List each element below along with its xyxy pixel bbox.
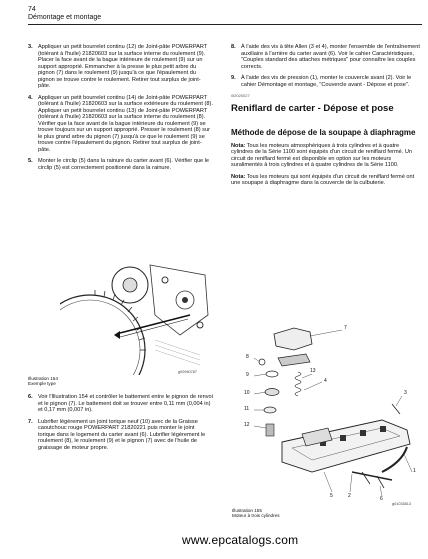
- step-item: [28, 419, 213, 452]
- step-number: 8.: [231, 44, 236, 50]
- callout-label: 9: [246, 372, 249, 378]
- callout-label: 4: [324, 378, 327, 384]
- header-block: [28, 6, 101, 22]
- figure-id-right: g01033813: [392, 502, 412, 506]
- callout-label: 8: [246, 354, 249, 360]
- callout-label: 3: [404, 390, 407, 396]
- step-number: 7.: [28, 418, 33, 425]
- left-column: [28, 44, 213, 176]
- left-column-continued: [28, 394, 213, 456]
- step-item: [231, 44, 421, 70]
- right-column: [231, 44, 421, 192]
- note-block: [231, 143, 421, 169]
- callout-label: 12: [244, 422, 250, 428]
- step-number: 3.: [28, 44, 33, 50]
- note-label: Nota:: [231, 142, 246, 149]
- step-number: 4.: [28, 94, 33, 101]
- section-name: Démontage et montage: [28, 14, 102, 21]
- note-text: Tous les moteurs qui sont équipés d'un circuit de reniflard fermé ont une soupape à diaphragme dans la couvercle de la culbuterie.: [231, 173, 415, 186]
- step-text: Lubrifier légèrement un joint torique neuf (10) avec de la Graisse caoutchouc rouge POWERPART 21820221 puis monter le joint torique dans le logement du carter avant (6). Lubrifier légèrement le roulement (8), le roulement (9) et le pignon (7) avec de l'huile de graissage de moteur propre.: [38, 418, 206, 451]
- step-number: 5.: [28, 158, 33, 164]
- figure-id-left: g00940787: [178, 370, 198, 374]
- header-divider: [28, 24, 422, 25]
- watermark-url: www.epcatalogs.com: [182, 533, 299, 547]
- note-label: Nota:: [231, 173, 246, 180]
- step-text: À l'aide des vis à tête Allen (3 et 4), monter l'ensemble de l'entraînement auxiliaire à l'arrière du carter avant (6). Voir le cahier Caractéristiques, "Couples standard des attaches métriques" pour connaître les couples corrects.: [241, 44, 420, 70]
- callout-label: 10: [244, 390, 250, 396]
- callout-label: 13: [310, 368, 316, 374]
- section-title: Reniflard de carter - Dépose et pose: [231, 102, 394, 114]
- callout-label: 6: [380, 496, 383, 502]
- callout-label: 2: [348, 493, 351, 499]
- callout-label: 7: [344, 325, 347, 331]
- illustration-154-figure: [60, 255, 210, 375]
- gear-assembly-drawing: [60, 255, 210, 375]
- note-block: [231, 174, 421, 187]
- step-item: [231, 75, 421, 88]
- step-item: [28, 394, 213, 414]
- breather-valve-drawing: [232, 322, 422, 502]
- callout-label: 1: [413, 468, 416, 474]
- illustration-caption: Moteur à trois cylindres: [232, 513, 280, 519]
- step-text: À l'aide des vis de pression (1), monter le couvercle avant (2). Voir le cahier Démontage et montage, "Couvercle avant - Dépose et pose".: [241, 75, 412, 88]
- callout-label: 5: [330, 493, 333, 499]
- step-number: 9.: [231, 75, 236, 81]
- step-text: Appliquer un petit bourrelet continu (14) de Joint-pâte POWERPART (tolérant à l'huile) 21820603 sur la surface extérieure du roulement (8). Appliquer un petit bourrelet continu (13) de Joint-pâte POWERPART (tolérant à l'huile) 21820603 sur la surface interne du roulement (8). Vérifier que la face avant de la bague intérieure du roulement (9) se trouve toujours sur un support approprié. Presser le roulement (8) sur le plus grand arbre du pignon (7) jusqu'à ce que le roulement (9) se trouve contre l'épaulement du pignon. Retirer tout surplus de joint-pâte.: [38, 94, 213, 153]
- step-item: [28, 158, 213, 171]
- step-text: Appliquer un petit bourrelet continu (12) de Joint-pâte POWERPART (tolérant à l'huile) 21820603 sur la surface interne du roulement (9). Placer la face avant de la bague intérieure de roulement (9) sur un support approprié. Emmancher à la presse le plus petit arbre du pignon (7) dans le roulement (9) jusqu'à ce que l'épaulement du pignon se trouve contre le roulement. Retirer tout surplus de joint-pâte.: [38, 44, 208, 89]
- step-text: Voir l'Illustration 154 et contrôler le battement entre le pignon de renvoi et le pignon (7). Le battement doit se trouver entre 0,11 mm (0,004 in) et 0,17 mm (0,007 in).: [38, 394, 213, 413]
- illustration-154-caption: [28, 376, 58, 387]
- illustration-155-caption: [232, 508, 280, 519]
- reference-id: i02020027: [231, 93, 250, 98]
- illustration-label: Illustration 155: [232, 508, 262, 513]
- step-text: Monter le circlip (5) dans la rainure du carter avant (6). Vérifier que le circlip (5) est correctement positionné dans la rainure.: [38, 158, 209, 171]
- illustration-label: Illustration 154: [28, 376, 58, 381]
- note-text: Tous les moteurs atmosphériques à trois cylindres et à quatre cylindres de la Série 1100 sont équipés d'un circuit de reniflard fermé. Un circuit de reniflard fermé est disponible en option sur les moteurs suralimentés à trois cylindres et à quatre cylindres de la Série 1100.: [231, 142, 412, 168]
- callout-label: 11: [244, 406, 250, 412]
- illustration-caption: Exemple type: [28, 381, 56, 387]
- illustration-155-figure: [232, 322, 422, 502]
- step-number: 6.: [28, 394, 33, 400]
- subsection-title: Méthode de dépose de la soupape à diaphragme: [231, 127, 416, 137]
- page-number: 74: [28, 6, 36, 13]
- step-item: [28, 44, 213, 90]
- step-item: [28, 95, 213, 154]
